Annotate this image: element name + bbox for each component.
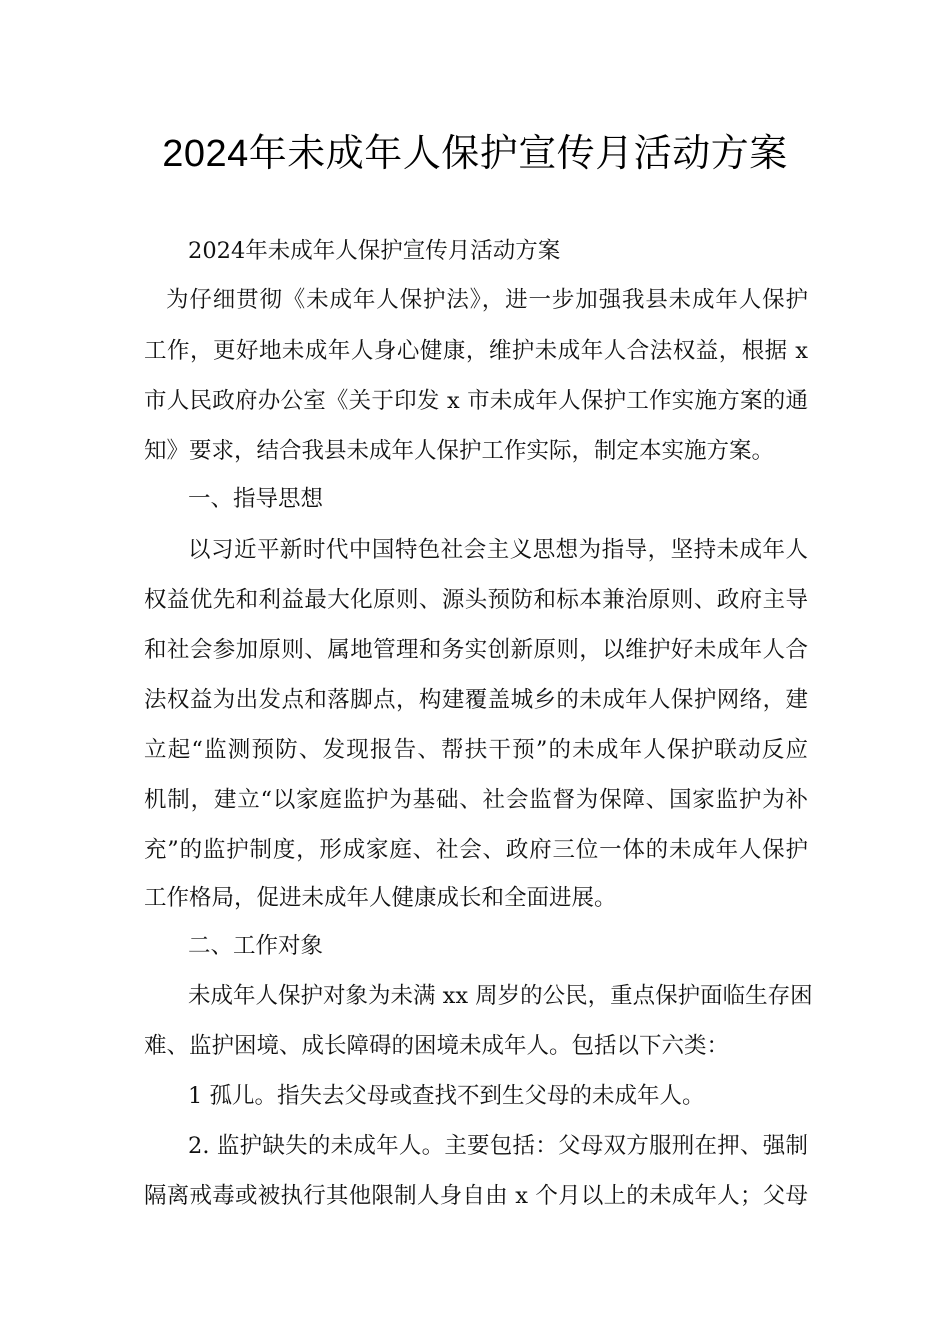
list-item: 1 孤儿。指失去父母或查找不到生父母的未成年人。 <box>188 1083 705 1109</box>
paragraph-line: 市人民政府办公室《关于印发 x 市未成年人保护工作实施方案的通 <box>144 388 808 414</box>
paragraph-line: 机制，建立“以家庭监护为基础、社会监督为保障、国家监护为补 <box>144 787 808 813</box>
section-heading: 二、工作对象 <box>188 933 324 959</box>
paragraph-line: 和社会参加原则、属地管理和务实创新原则，以维护好未成年人合 <box>144 637 808 663</box>
paragraph-line: 工作，更好地未成年人身心健康，维护未成年人合法权益，根据 x <box>144 338 808 364</box>
paragraph-line: 未成年人保护对象为未满 xx 周岁的公民，重点保护面临生存困 <box>188 983 813 1009</box>
paragraph-line: 以习近平新时代中国特色社会主义思想为指导，坚持未成年人 <box>188 537 808 563</box>
paragraph-line: 权益优先和利益最大化原则、源头预防和标本兼治原则、政府主导 <box>144 587 808 613</box>
paragraph-line: 法权益为出发点和落脚点，构建覆盖城乡的未成年人保护网络，建 <box>144 687 808 713</box>
list-item: 2. 监护缺失的未成年人。主要包括：父母双方服刑在押、强制 <box>188 1133 808 1159</box>
subtitle-line: 2024年未成年人保护宣传月活动方案 <box>188 238 561 264</box>
paragraph-line: 知》要求，结合我县未成年人保护工作实际，制定本实施方案。 <box>144 438 775 464</box>
paragraph-line: 难、监护困境、成长障碍的困境未成年人。包括以下六类： <box>144 1033 730 1059</box>
paragraph-line: 充”的监护制度，形成家庭、社会、政府三位一体的未成年人保护 <box>144 837 808 863</box>
document-title: 2024年未成年人保护宣传月活动方案 <box>162 133 788 175</box>
paragraph-line: 为仔细贯彻《未成年人保护法》，进一步加强我县未成年人保护 <box>166 287 808 313</box>
paragraph-line: 工作格局，促进未成年人健康成长和全面进展。 <box>144 885 617 911</box>
paragraph-line: 立起“监测预防、发现报告、帮扶干预”的未成年人保护联动反应 <box>144 737 808 763</box>
paragraph-line: 隔离戒毒或被执行其他限制人身自由 x 个月以上的未成年人；父母 <box>144 1183 808 1209</box>
section-heading: 一、指导思想 <box>188 486 324 512</box>
